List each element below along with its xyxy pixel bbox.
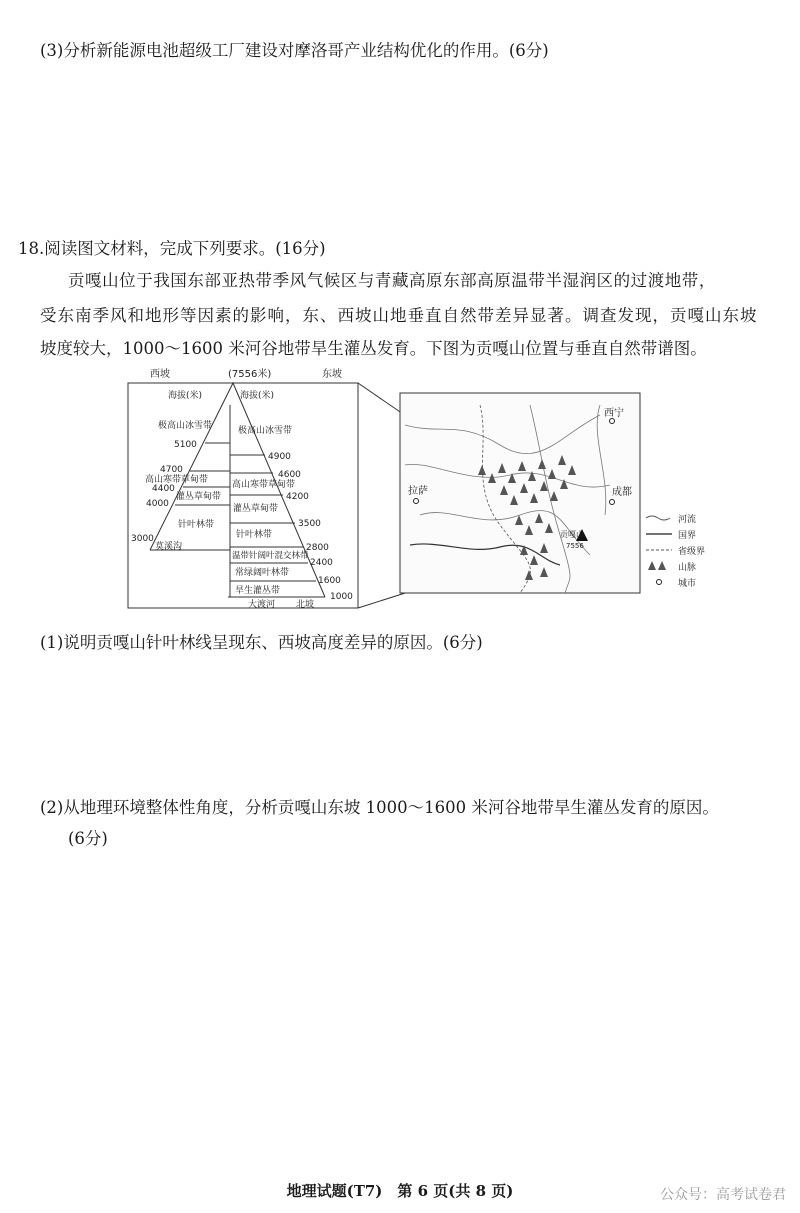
peak-altitude-label: (7556米) [228, 369, 272, 380]
east-tick-2800: 2800 [306, 543, 329, 553]
east-tick-1600: 1600 [318, 576, 341, 586]
watermark: 公众号：高考试卷君 [660, 1187, 786, 1203]
city-chengdu: 成都 [612, 487, 632, 498]
legend-river-icon [646, 516, 670, 520]
q18-para-line-2: 受东南季风和地形等因素的影响，东、西坡山地垂直自然带差异显著。调查发现，贡嘎山东坡 [40, 306, 758, 325]
west-tick-5100: 5100 [174, 440, 197, 450]
west-zone-alpine-meadow: 高山寒带草甸带 [145, 475, 209, 485]
east-zone-xerophytic: 旱生灌丛带 [235, 586, 281, 596]
north-slope-label: 北坡 [296, 600, 315, 610]
q18-para-line-3: 坡度较大，1000～1600 米河谷地带旱生灌丛发育。下图为贡嘎山位置与垂直自然带谱图。 [40, 339, 707, 358]
east-zone-evergreen: 常绿阔叶林带 [235, 568, 290, 578]
east-tick-3500: 3500 [298, 519, 321, 529]
east-tick-4900: 4900 [268, 452, 291, 462]
legend-provincial-border: 省级界 [678, 547, 706, 557]
east-tick-1000: 1000 [330, 592, 353, 602]
east-zone-shrub-meadow: 灌丛草甸带 [233, 504, 279, 514]
city-lhasa: 拉萨 [408, 486, 428, 497]
west-tick-4400: 4400 [152, 484, 175, 494]
peak-altitude: 7556 [566, 542, 584, 550]
east-tick-4600: 4600 [278, 470, 301, 480]
question-18-heading: 18.阅读图文材料，完成下列要求。(16分) [18, 239, 326, 258]
east-slope-label: 东坡 [322, 369, 342, 380]
west-slope-label: 西坡 [150, 369, 170, 380]
west-alt-label: 海拔(米) [168, 391, 203, 401]
legend-river: 河流 [678, 515, 697, 525]
west-valley-name: 莫溪沟 [155, 542, 183, 552]
question-18-2-line-2: (6分) [68, 829, 108, 848]
figure-gongga [0, 365, 800, 615]
west-tick-4000: 4000 [146, 499, 169, 509]
city-xining: 西宁 [604, 408, 624, 419]
east-zone-conifer: 针叶林带 [236, 530, 273, 540]
legend-city-icon [657, 580, 662, 585]
east-zone-alpine-meadow: 高山寒带草甸带 [232, 480, 296, 490]
east-tick-4200: 4200 [286, 492, 309, 502]
west-tick-4700: 4700 [160, 465, 183, 475]
mountain-outline [150, 383, 325, 597]
peak-name: 贡嘎山 [560, 530, 584, 539]
west-zone-conifer: 针叶林带 [178, 520, 215, 530]
legend-city: 城市 [678, 579, 697, 589]
river-label-dadu: 大渡河 [248, 600, 276, 610]
question-18-2-line-1: (2)从地理环境整体性角度，分析贡嘎山东坡 1000～1600 米河谷地带旱生灌丛发育的原因。 [40, 798, 719, 817]
question-17-3: (3)分析新能源电池超级工厂建设对摩洛哥产业结构优化的作用。(6分) [40, 41, 549, 60]
west-tick-3000: 3000 [131, 534, 154, 544]
page-footer: 地理试题(T7) 第 6 页(共 8 页) [286, 1182, 514, 1200]
west-zone-shrub-meadow: 灌丛草甸带 [176, 492, 222, 502]
legend-mountain: 山脉 [678, 563, 697, 573]
west-zone-snow: 极高山冰雪带 [158, 421, 213, 431]
q18-para-line-1: 贡嘎山位于我国东部亚热带季风气候区与青藏高原东部高原温带半湿润区的过渡地带， [68, 271, 716, 290]
east-zone-mixed: 温带针阔叶混交林带 [232, 551, 309, 561]
east-zone-snow: 极高山冰雪带 [238, 426, 293, 436]
legend-mountain-icon [648, 561, 666, 570]
east-alt-label: 海拔(米) [240, 391, 275, 401]
east-tick-2400: 2400 [310, 558, 333, 568]
legend-national-border: 国界 [678, 531, 697, 541]
question-18-1: (1)说明贡嘎山针叶林线呈现东、西坡高度差异的原因。(6分) [40, 633, 483, 652]
